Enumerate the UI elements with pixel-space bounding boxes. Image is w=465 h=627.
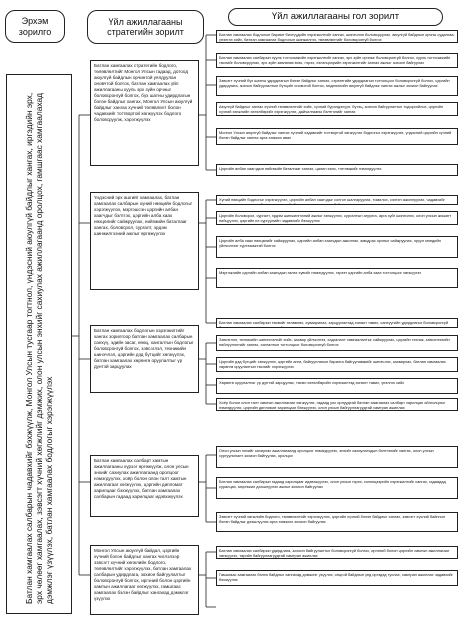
goal-text: Цэргийн албан хаагчдын нийгмийн баталгааг хангах, цалин хөлс, тэтгэмжийг нэмэгдүүлэх <box>219 166 382 171</box>
goal-text: Цэргийн боловсрол, сургалт, эрдэм шинжилгээний ажлыг хөгжүүлэх, сургалтын агуулга, арга зүйг шинэчлэх, олон улсын жишигт нийцүүлэх, цэргийн их сургуулийн чадавхийг бэхжүүлэх <box>219 213 452 224</box>
goal-box-2 <box>216 53 458 68</box>
goal-text: Хөрөнгө оруулалтыг үр дүнтэй зарцуулах, төсөл хөтөлбөрийн хэрэгжилтэд хяналт тавих, үнэлгээ хийх <box>219 380 405 385</box>
goal-text: Олон улсын энхийг сахиулах ажиллагаанд оролцоог нэмэгдүүлэх, энхийг сахиулагчдын бэлтгэлийг хангах, олон улсын сургуулилалт зохион байгуулах, оролцох <box>219 448 434 459</box>
strategy-text: Монгол Улсын аюулгүй байдал, цэргийн хүчний бэлэн байдлыг хангах чиглэлээр зэвсэгт хүчний хөгжлийн бодлого, төлөвлөлтийг хэрэгжүүлэх, батлан хамгаалах салбарын удирдлага, зохион байгуулалтыг боловсронгуй болгох, иргэний болон цэргийн хамтын ажиллагааг хөгжүүлэх, гамшгаас хамгаалах бэлэн байдлыг хангахад дэмжлэг үзүүлэх <box>94 548 192 601</box>
strategy-box-5 <box>90 545 199 615</box>
strategy-box-4 <box>90 455 199 517</box>
goal-text: Цэргийн дэд бүтцийг хөгжүүлэх, цэргийн анги, байгууллагын барилга байгууламжийг шинэчлэх, засварлах, батлан хамгаалах хөрөнгө оруулалтын төслийг хэрэгжүүлэх <box>219 359 446 370</box>
mission-text: Батлан хамгаалах салбарын чадавхийг бэхжүүлж, Монгол Улсын тусгаар тогтнол, үндэсний аюулгүй байдлыг хангах, иргэдийн эрх, эрх чөлөөг хамгаалах, зэвсэгт хүчний хөгжлийг дэмжих, олон улсын энхийг сахиулах ажиллагаанд оролцох, гамшгаас хамгаалахад дэмжлэг үзүүлэх, батлан хамгаалах бодлогыг хэрэгжүүлэх <box>23 92 55 604</box>
goal-box-9 <box>216 236 458 258</box>
goal-box-8 <box>216 211 458 225</box>
goal-box-4 <box>216 102 458 116</box>
goal-box-13 <box>216 357 458 372</box>
goal-text: Аюулгүй байдлыг хангах хүчний төлөвлөлтийг хийх, хүчний бүрэлдэхүүн, бүтэц, зохион байгуулалтыг тодорхойлох, цэргийн хүчний хөгжлийн хөтөлбөрийг хэрэгжүүлэх, дайчилгааны бэлтгэлийг хангах <box>219 104 443 115</box>
goal-box-20 <box>216 570 458 586</box>
goal-box-19 <box>216 546 458 559</box>
goal-text: Цэргийн алба хаах нөхцөлийг сайжруулах, цэргийн албан хаагчдын ажиллах, амьдрах орчныг сайжруулах, эрүүл мэндийн үйлчилгээг хүртээмжтэй болгох <box>219 238 441 249</box>
goal-box-16 <box>216 446 458 468</box>
goal-text: Зэвсэглэл, техникийн шинэчлэлийг хийх, засвар үйлчилгээ, хадгалалт хамгаалалтыг сайжруулах, цэргийн техник, зэвсэглэлийн нийлүүлэлтийг хангах, хангалтын тогтолцоог боловсронгуй болгох <box>219 337 450 348</box>
goal-box-1 <box>216 30 458 43</box>
goal-text: Батлан хамгаалах салбарын хууль тогтоомжийн хэрэгжилтийг хангах, эрх зүйн орчныг боловсронгуй болгох, хууль тогтоомжийн төслийг боловсруулах, эрх зүйн зөвлөгөө өгөх, гэрээ, хэлэлцээрийн хэрэгжилтийг хангах ажлыг зохион байгуулах <box>219 55 451 66</box>
goal-box-7 <box>216 195 458 205</box>
goal-text: Гамшгаас хамгаалах бэлэн байдлыг хангахад дэмжлэг үзүүлэх, онцгой байдлын үед иргэдэд туслах, хамтран ажиллах чадавхийг бэхжүүлэх <box>219 572 453 583</box>
strategy-text: Батлан хамгаалах стратегийн бодлого, төлөвлөлтийг Монгол Улсын гадаад, дотоод аюулгүй байдлын орчинтой уялдуулан оновчтой болгох, батлан хамгаалах үйл ажиллагааны хууль эрх зүйн орчныг боловсронгуй болгох, бүх шатны удирдлагын бэлэн байдлыг хангах, Монгол Улсын аюулгүй байдлыг хангах хүчний төлөвлөлт болон чадавхийг тогтвортой хөгжүүлэх бодлого боловсруулж, хэрэгжүүлэх <box>94 63 193 122</box>
goal-text: Хоёр болон олон талт хамтын ажиллагааг хөгжүүлэх, гадаад улс орнуудтай батлан хамгаалах салбарт харилцан ойлголцлыг нэмэгдүүлэх, цэргийн дипломат харилцааг бэхжүүлэх, олон улсын байгууллагуудтай хамтран ажиллах <box>219 400 446 411</box>
strategy-text: Батлан хамгаалах бодлогын хэрэгжилтийг хангах зорилгоор батлан хамгаалах салбарын санхүү, эдийн засаг, нөөц, хангалтын бодлогыг боловсронгуй болгох, зэвсэглэл, техникийн шинэчлэл, цэргийн дэд бүтцийг хөгжүүлэх, батлан хамгаалах хөрөнгө оруулалтыг үр дүнтэй зарцуулах <box>94 328 194 369</box>
mission-text-wrap <box>7 84 71 604</box>
goal-box-14 <box>216 378 458 394</box>
header-goals <box>228 8 443 26</box>
mission-box <box>6 74 72 614</box>
goal-text: Зэвсэгт хүчний бүх шатны удирдлагын бэлэн байдлыг хангах, стратегийн удирдлагын тогтолцоог боловсронгуй болгох, цэргийн удирдлага, зохион байгуулалтын бүтцийг оновчтой болгох, мэдээллийн аюулгүй байдлыг хангах ажлыг зохион байгуулах <box>219 78 450 89</box>
header-strategy-label: Үйл ажиллагааны стратегийн зорилт <box>107 16 184 37</box>
header-mission-label: Эрхэм зорилго <box>18 16 52 37</box>
goal-text: Монгол Улсын аюулгүй байдлыг хангах хүчний чадавхийг тогтвортой хөгжүүлэх бодлогыг хэрэгжүүлэх, үндэсний цэргийн хүчний бэлэн байдлыг хангах арга хэмжээ авах <box>219 130 452 141</box>
goal-box-12 <box>216 335 458 351</box>
goal-text: Батлан хамгаалах бодлогын баримт бичгүүдийн хэрэгжилтийг хангах, шинэчлэн боловсруулах, аюулгүй байдлын орчны судалгаа, үнэлгээ хийх, батлан хамгаалах бодлогын шинжилгээ, төлөвлөлтийг боловсронгуй болгох <box>219 32 455 43</box>
goal-box-5 <box>216 128 458 145</box>
strategy-box-1 <box>90 60 199 166</box>
strategy-text: Батлан хамгаалах салбарт хамтын ажиллагааны хүрээг өргөжүүлж, олон улсын энхийг сахиулах ажиллагаанд оролцоог нэмэгдүүлэх, хоёр болон олон талт хамтын ажиллагааг хөгжүүлэх, цэргийн дипломат харилцааг бэхжүүлэх, батлан хамгаалах салбарын гадаад харилцааг идэвхжүүлэх <box>94 458 189 499</box>
strategy-box-2 <box>90 192 199 290</box>
goal-box-17 <box>216 477 458 499</box>
goal-text: Батлан хамгаалах салбарын гадаад харилцааг идэвхжүүлэх, олон улсын гэрээ, хэлэлцээрийн хэрэгжилтийг хангах, гадаадад суралцах, мэргэжил дээшлүүлэх ажлыг зохион байгуулах <box>219 479 446 490</box>
header-goals-label: Үйл ажиллагааны гол зорилт <box>271 10 400 22</box>
header-mission <box>5 10 65 43</box>
goal-text: Мэргэжлийн цэргийн албан хаагчдын эзлэх хувийг нэмэгдүүлэх, гэрээт цэргийн алба хаах тогтолцоог хөгжүүлэх <box>219 270 422 275</box>
goal-text: Батлан хамгаалах салбарын төсвийг төлөвлөх, хуваарилах, зарцуулалтад хяналт тавих, санхүүгийн удирдлагыг боловсронгуй болгох, дотоод хяналт, аудитыг сайжруулах <box>219 320 449 328</box>
header-strategy <box>87 10 204 44</box>
goal-box-11 <box>216 318 458 328</box>
goal-box-6 <box>216 164 458 176</box>
goal-box-18 <box>216 512 458 532</box>
strategy-text: Үндэсний эрх ашгийг хамгаалах, батлан хамгаалах салбарын хүний нөөцийн бодлогыг хэрэгжүүлэх, мэргэшсэн цэргийн албан хаагчдыг бэлтгэх, цэргийн алба хаах нөхцөлийг сайжруулах, нийгмийн баталгааг хангах, боловсрол, сургалт, эрдэм шинжилгээний ажлыг өргөжүүлэх <box>94 195 193 236</box>
goal-text: Зэвсэгт хүчний хөгжлийн бодлого, төлөвлөлтийг хэрэгжүүлэх, цэргийн хүчний бэлэн байдлыг хангах, зэвсэгт хүчний байнгын бэлэн байдлыг дээшлүүлэх арга хэмжээг зохион байгуулах <box>219 514 445 525</box>
goal-box-3 <box>216 76 458 96</box>
goal-text: Батлан хамгаалах салбарын удирдлага, зохион байгуулалтыг боловсронгуй болгох, иргэний болон цэргийн хамтын ажиллагааг хөгжүүлэх, төрийн байгууллагуудтай хамтран ажиллах <box>219 548 450 559</box>
strategy-box-3 <box>90 325 199 393</box>
goal-text: Хүний нөөцийн бодлогыг хэрэгжүүлэх, цэргийн албан хаагчдыг сонгон шалгаруулах, томилох, сэлгэн ажиллуулах, чадавхийг бэхжүүлэх, мэргэшсэн боловсон хүчнийг бэлтгэх ажлыг зохион байгуулах <box>219 197 445 205</box>
goal-box-10 <box>216 268 458 288</box>
goal-box-15 <box>216 398 458 411</box>
